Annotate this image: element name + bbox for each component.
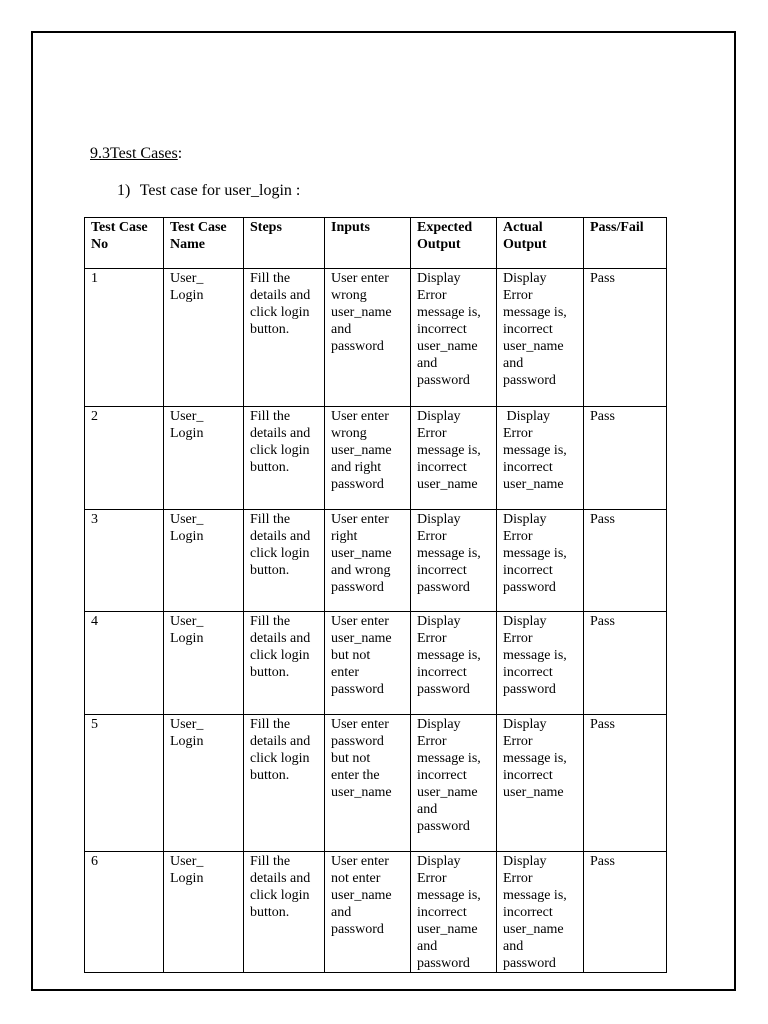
cell-inputs: User enter wrong user_name and right password [325,407,411,510]
header-test-case-no: Test Case No [85,218,164,269]
cell-test-case-name: User_ Login [164,510,244,612]
header-actual-output: Actual Output [497,218,584,269]
header-test-case-name: Test Case Name [164,218,244,269]
cell-pass-fail: Pass [584,612,667,715]
section-heading [90,144,182,164]
header-inputs: Inputs [325,218,411,269]
cell-expected-output: Display Error message is, incorrect user_name and password [411,715,497,852]
cell-actual-output: Display Error message is, incorrect user_name [497,715,584,852]
cell-expected-output: Display Error message is, incorrect user_name [411,407,497,510]
cell-steps: Fill the details and click login button. [244,612,325,715]
cell-steps: Fill the details and click login button. [244,715,325,852]
table-row [85,407,667,510]
subheading-text: Test case for user_login : [139,182,301,199]
cell-test-case-no: 3 [85,510,164,612]
cell-steps: Fill the details and click login button. [244,510,325,612]
cell-pass-fail: Pass [584,510,667,612]
table-row [85,510,667,612]
header-steps: Steps [244,218,325,269]
cell-inputs: User enter user_name but not enter password [325,612,411,715]
table-row [85,715,667,852]
cell-test-case-name: User_ Login [164,269,244,407]
cell-test-case-name: User_ Login [164,715,244,852]
cell-steps: Fill the details and click login button. [244,852,325,973]
cell-pass-fail: Pass [584,852,667,973]
test-case-table [84,217,667,973]
section-heading-colon: : [177,145,183,162]
cell-actual-output: Display Error message is, incorrect password [497,612,584,715]
cell-pass-fail: Pass [584,715,667,852]
cell-actual-output: Display Error message is, incorrect user_name and password [497,852,584,973]
cell-expected-output: Display Error message is, incorrect user_name and password [411,852,497,973]
cell-inputs: User enter not enter user_name and password [325,852,411,973]
cell-expected-output: Display Error message is, incorrect user_name and password [411,269,497,407]
cell-test-case-no: 6 [85,852,164,973]
test-case-subheading [117,181,300,201]
cell-steps: Fill the details and click login button. [244,407,325,510]
cell-test-case-name: User_ Login [164,407,244,510]
cell-test-case-no: 5 [85,715,164,852]
cell-inputs: User enter right user_name and wrong password [325,510,411,612]
cell-actual-output: Display Error message is, incorrect user_name and password [497,269,584,407]
cell-expected-output: Display Error message is, incorrect password [411,612,497,715]
cell-steps: Fill the details and click login button. [244,269,325,407]
cell-inputs: User enter password but not enter the user_name [325,715,411,852]
cell-test-case-name: User_ Login [164,852,244,973]
cell-actual-output: Display Error message is, incorrect password [497,510,584,612]
cell-actual-output: Display Error message is, incorrect user_name [497,407,584,510]
cell-test-case-no: 1 [85,269,164,407]
table-header-row [85,218,667,269]
table-row [85,612,667,715]
cell-expected-output: Display Error message is, incorrect password [411,510,497,612]
header-expected-output: Expected Output [411,218,497,269]
section-heading-title: 9.3Test Cases [90,145,178,162]
table-row [85,852,667,973]
header-pass-fail: Pass/Fail [584,218,667,269]
subheading-number: 1) [117,182,131,199]
cell-test-case-no: 2 [85,407,164,510]
table-row [85,269,667,407]
cell-pass-fail: Pass [584,269,667,407]
cell-test-case-name: User_ Login [164,612,244,715]
cell-pass-fail: Pass [584,407,667,510]
cell-inputs: User enter wrong user_name and password [325,269,411,407]
cell-test-case-no: 4 [85,612,164,715]
